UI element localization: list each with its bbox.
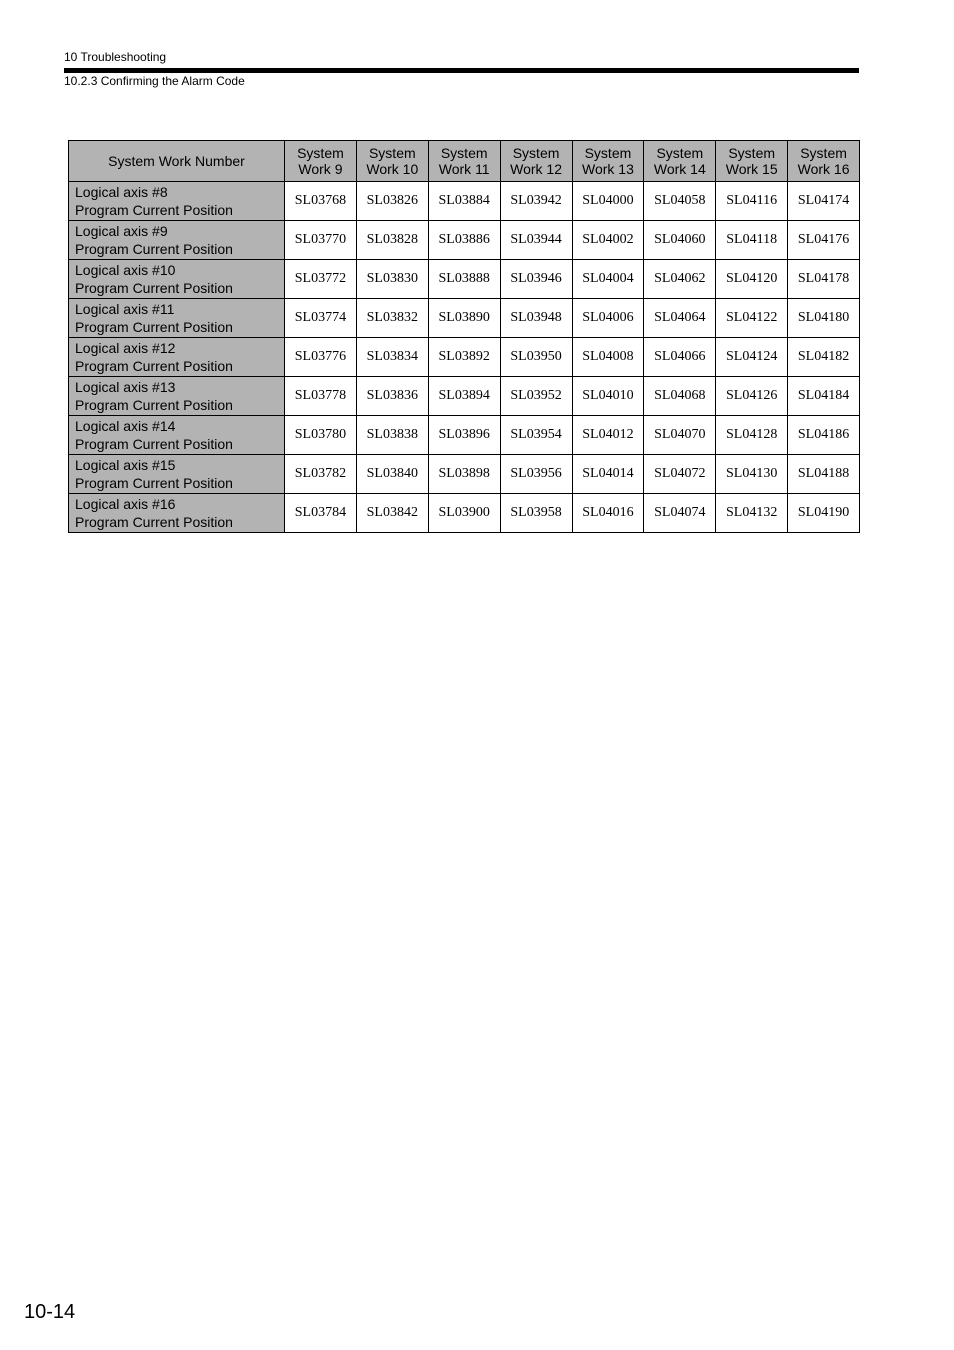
register-cell: SL04064 — [644, 299, 716, 338]
register-cell: SL04068 — [644, 377, 716, 416]
register-cell: SL03898 — [428, 455, 500, 494]
register-cell: SL04178 — [788, 260, 860, 299]
register-cell: SL03892 — [428, 338, 500, 377]
register-cell: SL03830 — [356, 260, 428, 299]
row-label: Logical axis #13 Program Current Position — [69, 377, 285, 416]
register-cell: SL04176 — [788, 221, 860, 260]
register-cell: SL03948 — [500, 299, 572, 338]
register-cell: SL03772 — [285, 260, 357, 299]
register-cell: SL04130 — [716, 455, 788, 494]
register-cell: SL04002 — [572, 221, 644, 260]
row-label: Logical axis #10 Program Current Position — [69, 260, 285, 299]
register-cell: SL03896 — [428, 416, 500, 455]
register-cell: SL04128 — [716, 416, 788, 455]
register-cell: SL04016 — [572, 494, 644, 533]
register-cell: SL04008 — [572, 338, 644, 377]
register-cell: SL03888 — [428, 260, 500, 299]
register-cell: SL04120 — [716, 260, 788, 299]
register-cell: SL03782 — [285, 455, 357, 494]
register-cell: SL03778 — [285, 377, 357, 416]
register-cell: SL03832 — [356, 299, 428, 338]
register-cell: SL04070 — [644, 416, 716, 455]
row-label: Logical axis #16 Program Current Position — [69, 494, 285, 533]
register-cell: SL04174 — [788, 182, 860, 221]
register-cell: SL04060 — [644, 221, 716, 260]
register-cell: SL04066 — [644, 338, 716, 377]
table-header-row — [69, 141, 860, 182]
table-row — [69, 182, 860, 221]
row-label: Logical axis #15 Program Current Position — [69, 455, 285, 494]
register-cell: SL03890 — [428, 299, 500, 338]
register-cell: SL04010 — [572, 377, 644, 416]
register-cell: SL04118 — [716, 221, 788, 260]
row-label: Logical axis #14 Program Current Position — [69, 416, 285, 455]
register-cell: SL04122 — [716, 299, 788, 338]
register-cell: SL03944 — [500, 221, 572, 260]
table-row — [69, 377, 860, 416]
register-cell: SL03780 — [285, 416, 357, 455]
register-cell: SL03842 — [356, 494, 428, 533]
table-row — [69, 299, 860, 338]
row-label: Logical axis #9 Program Current Position — [69, 221, 285, 260]
register-cell: SL03954 — [500, 416, 572, 455]
register-cell: SL03956 — [500, 455, 572, 494]
row-label: Logical axis #8 Program Current Position — [69, 182, 285, 221]
table-row — [69, 494, 860, 533]
register-cell: SL03784 — [285, 494, 357, 533]
register-cell: SL03884 — [428, 182, 500, 221]
register-cell: SL03950 — [500, 338, 572, 377]
row-label: Logical axis #12 Program Current Position — [69, 338, 285, 377]
register-cell: SL04074 — [644, 494, 716, 533]
register-cell: SL03826 — [356, 182, 428, 221]
register-cell: SL04006 — [572, 299, 644, 338]
register-cell: SL04000 — [572, 182, 644, 221]
register-cell: SL03886 — [428, 221, 500, 260]
corner-header: System Work Number — [69, 141, 285, 182]
register-cell: SL04190 — [788, 494, 860, 533]
register-cell: SL04014 — [572, 455, 644, 494]
table-row — [69, 260, 860, 299]
page-number: 10-14 — [24, 1301, 76, 1323]
chapter-title: 10 Troubleshooting — [64, 50, 167, 64]
register-cell: SL03838 — [356, 416, 428, 455]
register-cell: SL03774 — [285, 299, 357, 338]
register-cell: SL03942 — [500, 182, 572, 221]
column-header: System Work 12 — [500, 141, 572, 182]
register-cell: SL03836 — [356, 377, 428, 416]
register-cell: SL04004 — [572, 260, 644, 299]
table-row — [69, 455, 860, 494]
register-cell: SL04188 — [788, 455, 860, 494]
register-cell: SL03946 — [500, 260, 572, 299]
column-header: System Work 15 — [716, 141, 788, 182]
column-header: System Work 9 — [285, 141, 357, 182]
register-cell: SL03776 — [285, 338, 357, 377]
register-cell: SL04058 — [644, 182, 716, 221]
register-cell: SL04182 — [788, 338, 860, 377]
row-label: Logical axis #11 Program Current Position — [69, 299, 285, 338]
section-title: 10.2.3 Confirming the Alarm Code — [64, 74, 245, 88]
register-cell: SL04184 — [788, 377, 860, 416]
system-work-table — [68, 140, 860, 533]
register-cell: SL04062 — [644, 260, 716, 299]
register-cell: SL04124 — [716, 338, 788, 377]
register-cell: SL03958 — [500, 494, 572, 533]
register-cell: SL03900 — [428, 494, 500, 533]
register-cell: SL04012 — [572, 416, 644, 455]
register-cell: SL03840 — [356, 455, 428, 494]
register-cell: SL03768 — [285, 182, 357, 221]
register-cell: SL03828 — [356, 221, 428, 260]
column-header: System Work 16 — [788, 141, 860, 182]
register-cell: SL04132 — [716, 494, 788, 533]
table-row — [69, 416, 860, 455]
register-cell: SL04072 — [644, 455, 716, 494]
register-cell: SL03834 — [356, 338, 428, 377]
register-cell: SL03770 — [285, 221, 357, 260]
header-rule — [64, 68, 859, 73]
table-row — [69, 338, 860, 377]
column-header: System Work 14 — [644, 141, 716, 182]
register-cell: SL04186 — [788, 416, 860, 455]
register-cell: SL04180 — [788, 299, 860, 338]
register-cell: SL04116 — [716, 182, 788, 221]
column-header: System Work 11 — [428, 141, 500, 182]
register-cell: SL03952 — [500, 377, 572, 416]
register-cell: SL03894 — [428, 377, 500, 416]
column-header: System Work 10 — [356, 141, 428, 182]
column-header: System Work 13 — [572, 141, 644, 182]
register-cell: SL04126 — [716, 377, 788, 416]
table-row — [69, 221, 860, 260]
